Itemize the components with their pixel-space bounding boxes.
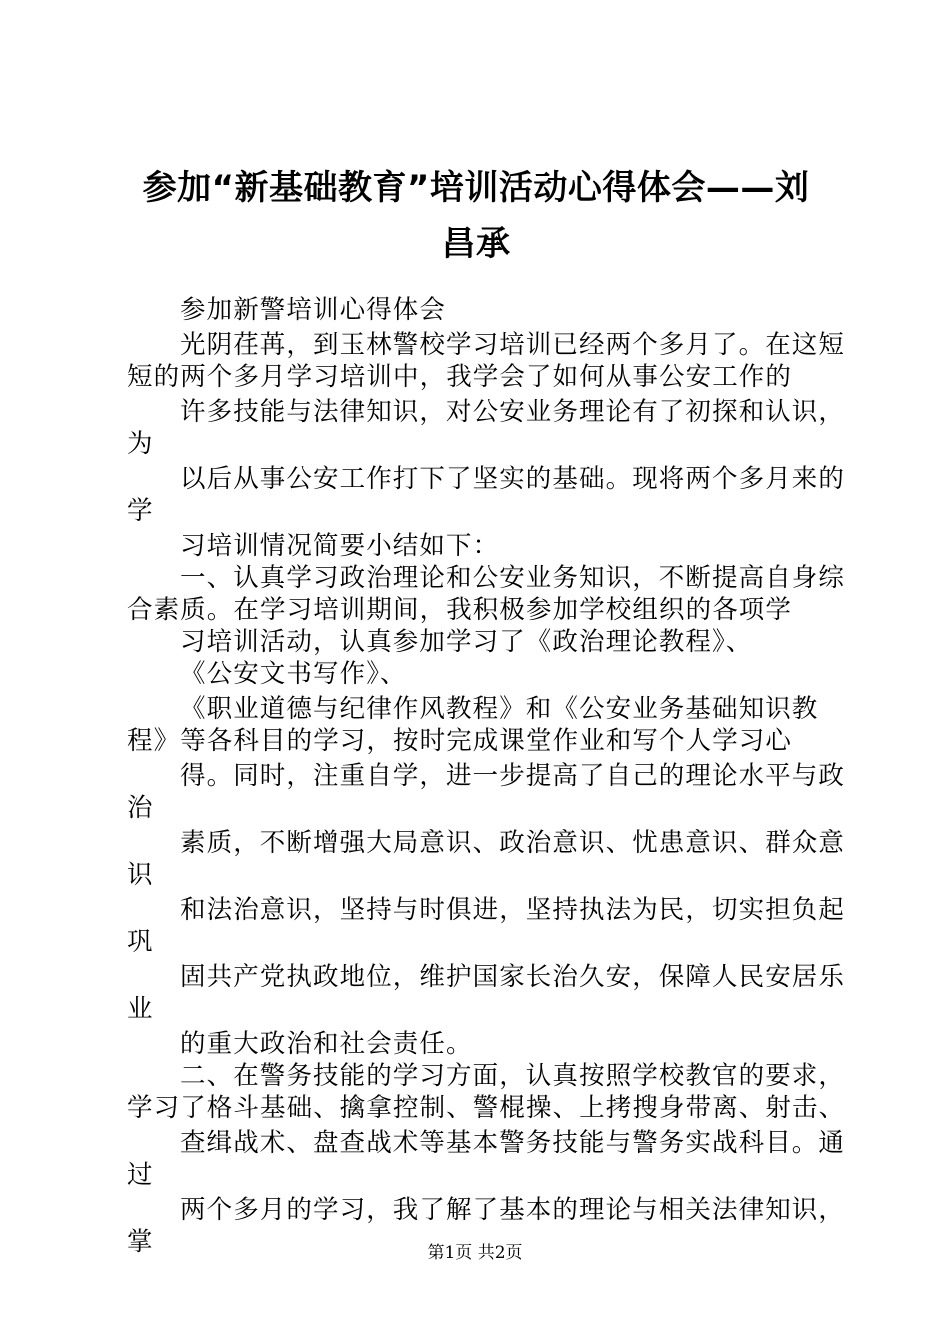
body-line: 《职业道德与纪律作风教程》和《公安业务基础知识教 <box>180 694 819 724</box>
body-line: 识 <box>127 860 154 890</box>
body-line: 巩 <box>127 927 154 957</box>
body-line: 过 <box>127 1160 154 1190</box>
body-line: 一、认真学习政治理论和公安业务知识，不断提高自身综 <box>180 563 846 593</box>
body-line: 《公安文书写作》、 <box>180 659 407 689</box>
body-line: 二、在警务技能的学习方面，认真按照学校教官的要求， <box>180 1061 846 1091</box>
body-line: 许多技能与法律知识，对公安业务理论有了初探和认识， <box>180 397 846 427</box>
body-line: 得。同时，注重自学，进一步提高了自己的理论水平与政 <box>180 761 846 791</box>
body-line: 和法治意识，坚持与时俱进，坚持执法为民，切实担负起 <box>180 895 846 925</box>
body-line: 以后从事公安工作打下了坚实的基础。现将两个多月来的 <box>180 464 846 494</box>
body-line: 习培训活动，认真参加学习了《政治理论教程》、 <box>180 627 753 657</box>
body-line: 两个多月的学习，我了解了基本的理论与相关法律知识， <box>180 1195 846 1225</box>
title-line-1: 参加“新基础教育”培训活动心得体会——刘 <box>142 168 810 208</box>
body-line: 合素质。在学习培训期间，我积极参加学校组织的各项学 <box>127 595 793 625</box>
body-line: 光阴荏苒，到玉林警校学习培训已经两个多月了。在这短 <box>180 330 846 360</box>
body-line: 程》等各科目的学习，按时完成课堂作业和写个人学习心 <box>127 726 793 756</box>
body-line: 短的两个多月学习培训中，我学会了如何从事公安工作的 <box>127 362 793 392</box>
body-line: 治 <box>127 793 154 823</box>
body-line: 为 <box>127 429 154 459</box>
body-line: 掌 <box>127 1227 154 1257</box>
page-footer: 第1页 共2页 <box>427 1243 523 1263</box>
body-line: 参加新警培训心得体会 <box>180 295 447 325</box>
body-line: 学 <box>127 496 154 526</box>
title-line-2: 昌承 <box>441 224 511 264</box>
body-line: 固共产党执政地位，维护国家长治久安，保障人民安居乐 <box>180 962 846 992</box>
body-line: 习培训情况简要小结如下： <box>180 531 500 561</box>
document-body <box>127 294 846 1258</box>
body-line: 学习了格斗基础、擒拿控制、警棍操、上拷搜身带离、射击、 <box>127 1093 846 1123</box>
body-line: 查缉战术、盘查战术等基本警务技能与警务实战科目。通 <box>180 1128 846 1158</box>
body-line: 业 <box>127 994 154 1024</box>
body-line: 素质，不断增强大局意识、政治意识、忧患意识、群众意 <box>180 828 846 858</box>
document-title <box>120 160 832 272</box>
body-line: 的重大政治和社会责任。 <box>180 1029 473 1059</box>
